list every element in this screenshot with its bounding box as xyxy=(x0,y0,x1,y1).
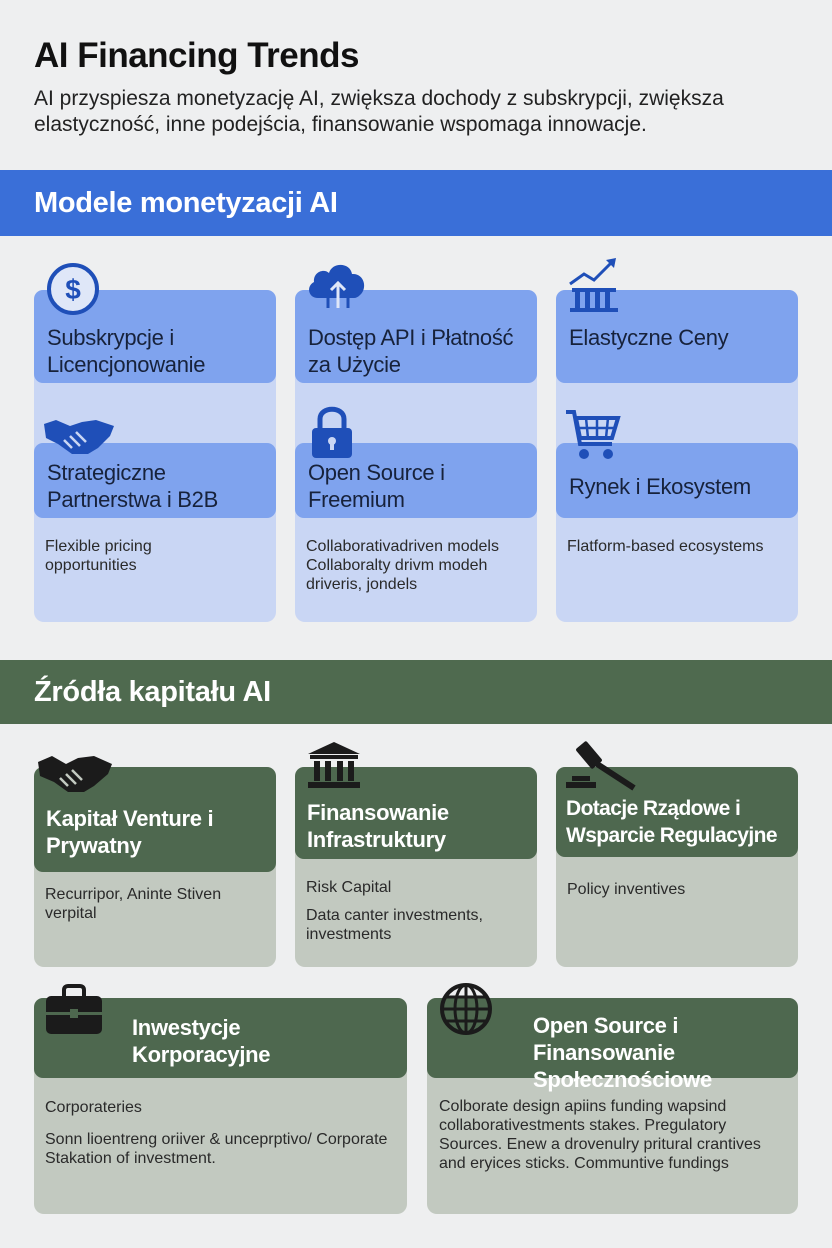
item-description: Risk Capital xyxy=(306,879,392,896)
item-description: Sonn lioentreng oriiver & unceprptivo/ Corporate Stakation of investment. xyxy=(45,1131,388,1167)
briefcase-icon xyxy=(44,984,104,1036)
item-description: Data canter investments, investments xyxy=(306,907,483,943)
item-label: Finansowanie Infrastruktury xyxy=(307,800,449,852)
globe-icon xyxy=(439,982,493,1036)
section-header-capital xyxy=(0,660,832,724)
section-title: Modele monetyzacji AI xyxy=(34,186,338,219)
shopping-cart-icon xyxy=(564,408,622,464)
item-label: Kapitał Venture i Prywatny xyxy=(46,806,214,858)
page-subtitle: AI przyspiesza monetyzację AI, zwiększa dochody z subskrypcji, zwiększa elastyczność, inne podejścia, finansowanie wspomaga innowacje. xyxy=(34,87,724,136)
section-title: Źródła kapitału AI xyxy=(34,675,271,708)
item-label: Open Source i Freemium xyxy=(308,460,445,512)
item-description: Colborate design apiins funding wapsind collaborativestments stakes. Pregulatory Sources. Enew a drovenulry pritural crantives and eryices sticks. Communtive fundings xyxy=(439,1098,761,1172)
growth-chart-icon xyxy=(566,254,622,312)
item-label: Dostęp API i Płatność za Użycie xyxy=(308,325,514,377)
item-label: Dotacje Rządowe i Wsparcie Regulacyjne xyxy=(566,797,777,847)
item-label: Open Source i Finansowanie Społecznościowe xyxy=(533,1013,712,1092)
section-header-monetization xyxy=(0,170,832,236)
item-description: Collaborativadriven models Collaboralty drivm modeh driveris, jondels xyxy=(306,538,499,593)
item-label: Inwestycje Korporacyjne xyxy=(132,1015,271,1067)
item-description: Flexible pricing opportunities xyxy=(45,538,152,574)
item-label: Elastyczne Ceny xyxy=(569,325,729,350)
gavel-icon xyxy=(564,738,638,792)
item-label: Rynek i Ekosystem xyxy=(569,474,751,499)
handshake-icon xyxy=(42,414,116,458)
svg-text:$: $ xyxy=(65,274,81,305)
item-description: Corporateries xyxy=(45,1099,142,1116)
item-description: Flatform-based ecosystems xyxy=(567,538,764,555)
item-label: Subskrypcje i Licencjonowanie xyxy=(47,325,206,377)
dollar-coin-icon xyxy=(46,262,100,316)
page-title: AI Financing Trends xyxy=(34,36,359,75)
item-description: Recurripor, Aninte Stiven verpital xyxy=(45,886,222,922)
item-description: Policy inventives xyxy=(567,881,686,898)
bank-building-icon xyxy=(306,740,362,790)
item-label: Strategiczne Partnerstwa i B2B xyxy=(47,460,218,512)
handshake-icon xyxy=(36,750,114,798)
cloud-upload-icon xyxy=(304,258,372,310)
padlock-icon xyxy=(309,404,355,460)
